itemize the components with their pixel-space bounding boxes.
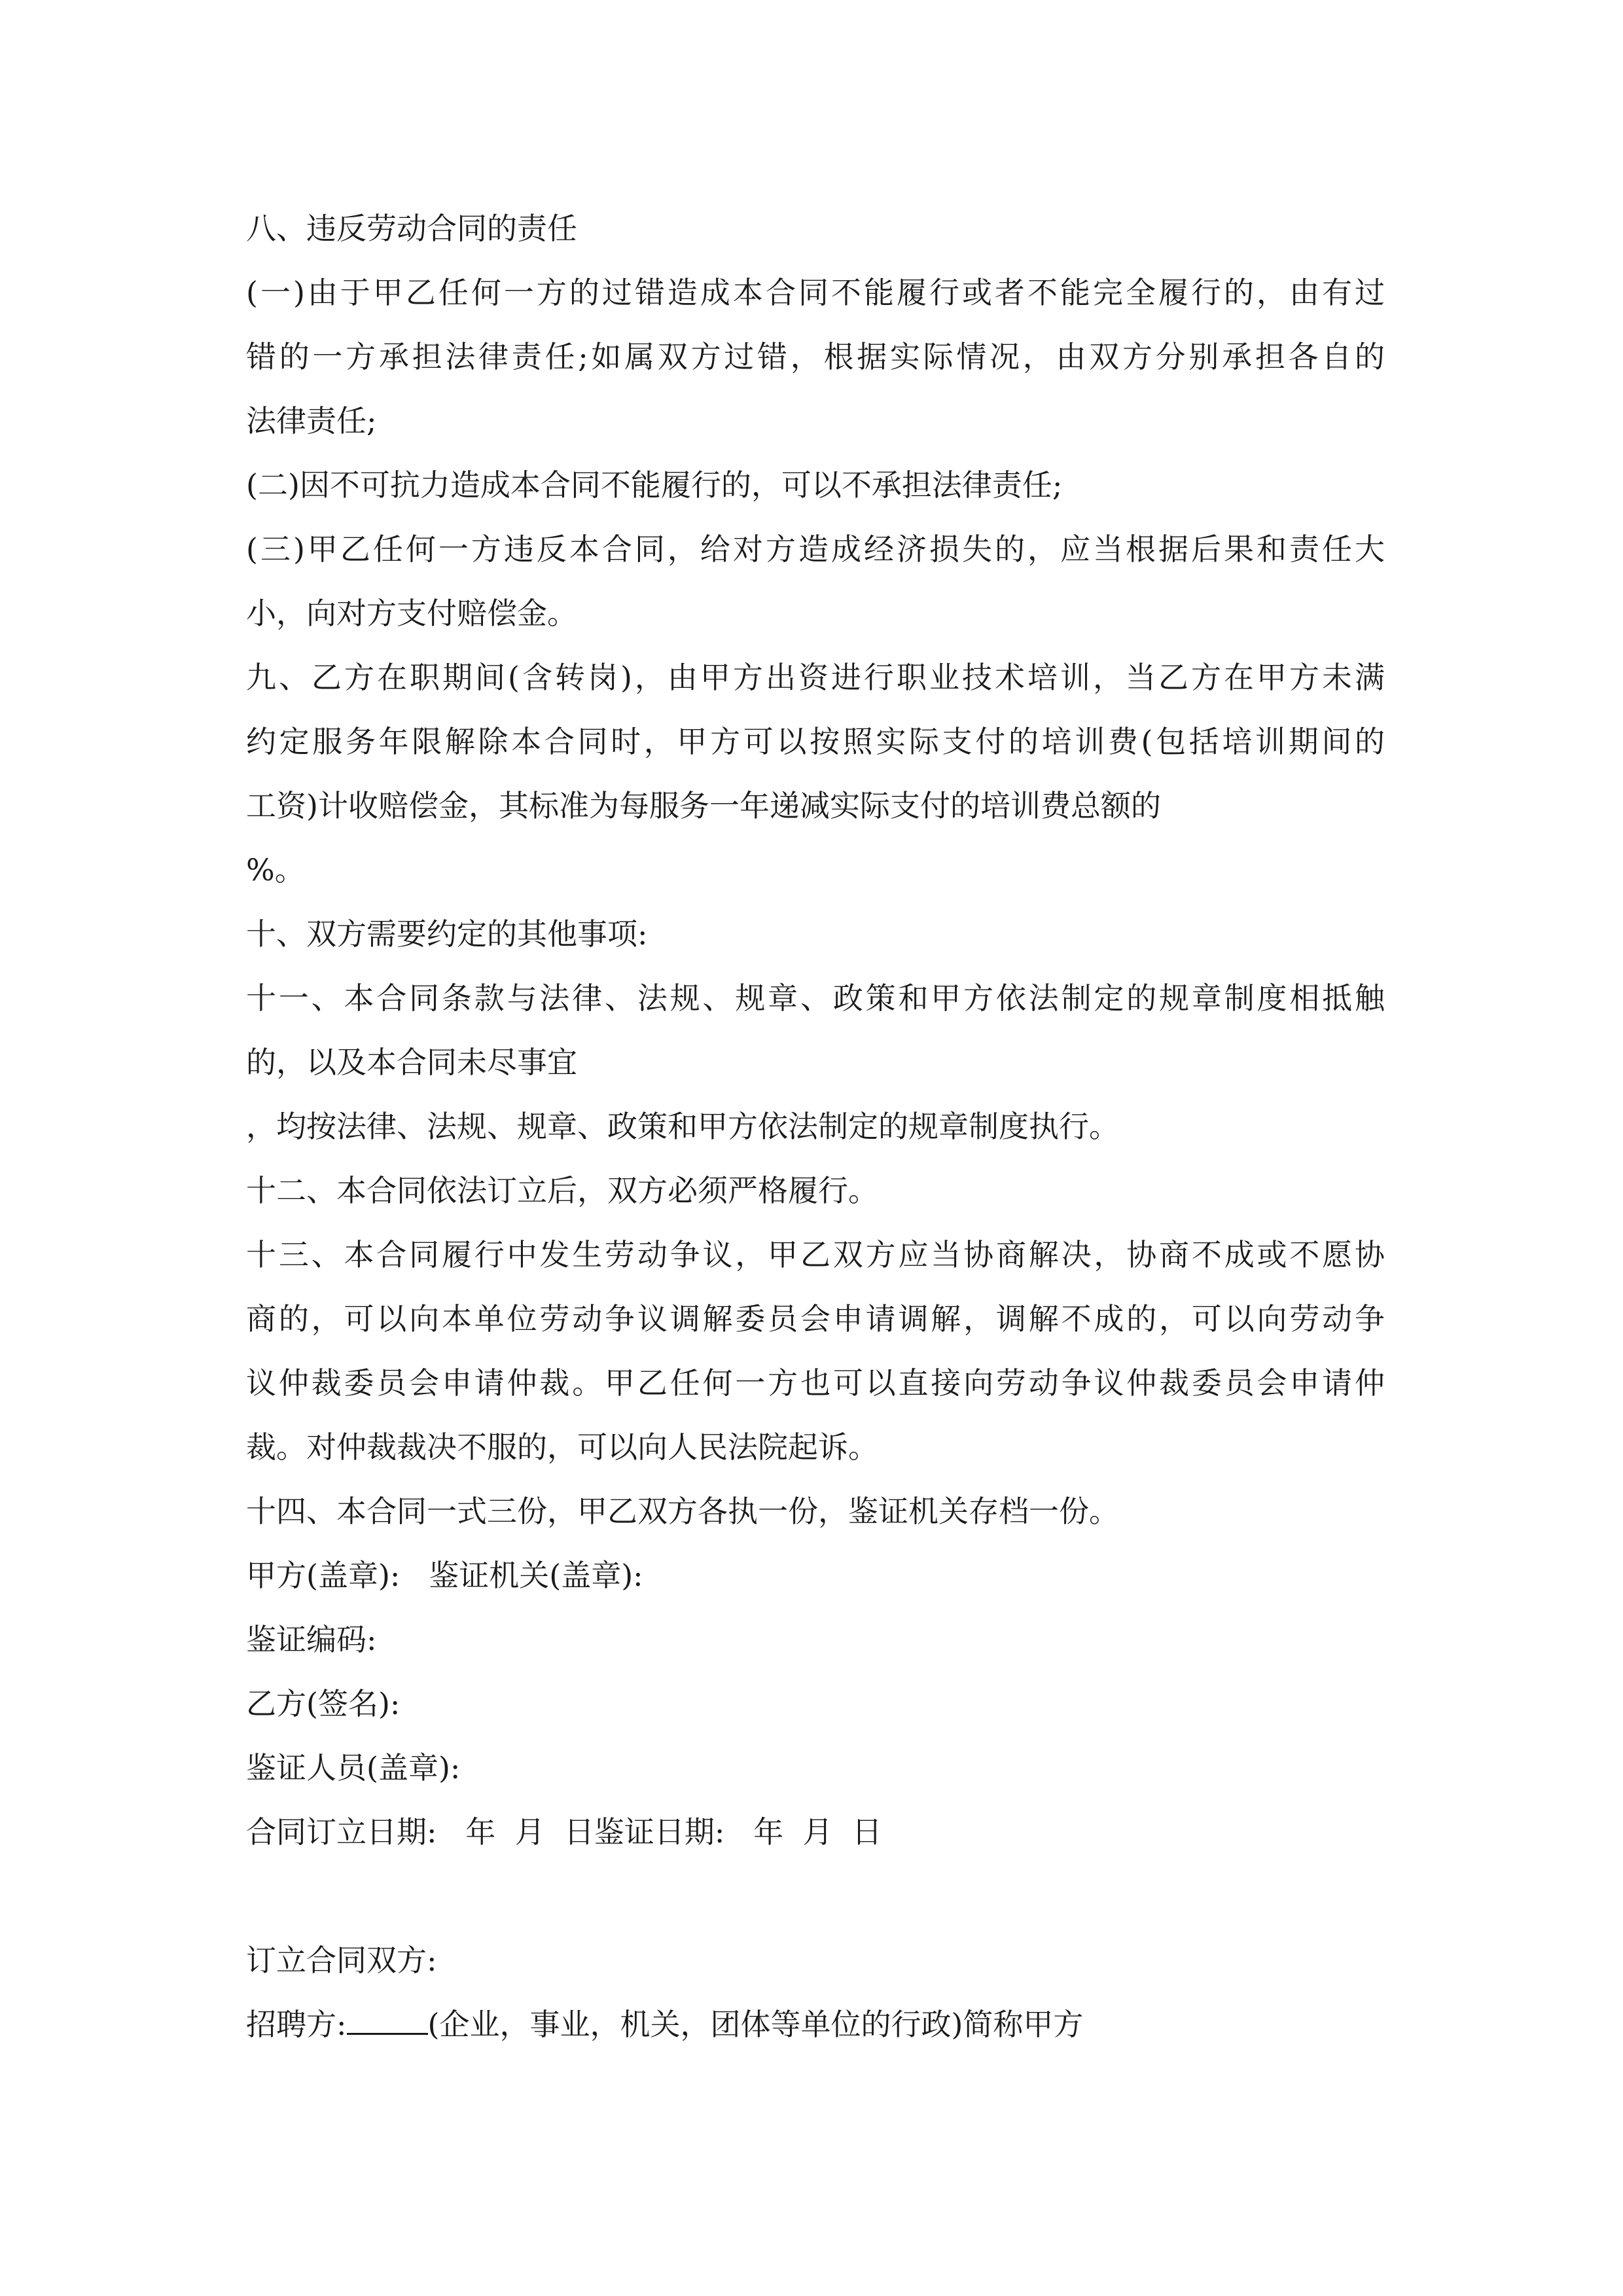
paragraph-spacer [246, 1864, 1385, 1928]
document-body [246, 196, 1385, 2056]
contract-dates-line: 合同订立日期: 年 月 日鉴证日期: 年 月 日 [246, 1814, 882, 1850]
section-9-line-3: 工资)计收赔偿金，其标准为每服务一年递减实际支付的培训费总额的 [246, 788, 1161, 823]
certifier-seal-line: 鉴证人员(盖章): [246, 1750, 461, 1785]
party-a-seal-line: 甲方(盖章): 鉴证机关(盖章): [246, 1558, 643, 1593]
section-8-heading: 八、违反劳动合同的责任 [246, 211, 577, 246]
contract-parties-heading: 订立合同双方: [246, 1943, 437, 1978]
recruiter-label: 招聘方: [246, 2007, 347, 2042]
section-12: 十二、本合同依法订立后，双方必须严格履行。 [246, 1173, 878, 1208]
party-b-signature-line: 乙方(签名): [246, 1686, 401, 1721]
section-9-line-1: 九、乙方在职期间(含转岗)，由甲方出资进行职业技术培训，当乙方在甲方未满 [246, 660, 1385, 695]
section-13-line-4: 裁。对仲裁裁决不服的，可以向人民法院起诉。 [246, 1429, 878, 1465]
section-8-item-1-line-1: (一)由于甲乙任何一方的过错造成本合同不能履行或者不能完全履行的，由有过 [246, 275, 1385, 310]
section-13-line-1: 十三、本合同履行中发生劳动争议，甲乙双方应当协商解决，协商不成或不愿协 [246, 1237, 1385, 1272]
section-8-item-1-line-2: 错的一方承担法律责任;如属双方过错，根据实际情况，由双方分别承担各自的 [246, 339, 1385, 374]
section-13-line-2: 商的，可以向本单位劳动争议调解委员会申请调解，调解不成的，可以向劳动争 [246, 1301, 1385, 1336]
section-11-line-3: ，均按法律、法规、规章、政策和甲方依法制定的规章制度执行。 [246, 1109, 1119, 1144]
section-11-line-2: 的，以及本合同未尽事宜 [246, 1045, 577, 1080]
section-8-item-2: (二)因不可抗力造成本合同不能履行的，可以不承担法律责任; [246, 467, 1063, 503]
recruiter-line [246, 1992, 1385, 2056]
section-10: 十、双方需要约定的其他事项: [246, 916, 648, 952]
certification-number-line: 鉴证编码: [246, 1622, 377, 1657]
section-9-line-4: %。 [246, 852, 305, 888]
recruiter-blank-field [347, 2007, 428, 2035]
section-14: 十四、本合同一式三份，甲乙双方各执一份，鉴证机关存档一份。 [246, 1494, 1119, 1529]
section-11-line-1: 十一、本合同条款与法律、法规、规章、政策和甲方依法制定的规章制度相抵触 [246, 980, 1385, 1016]
section-8-item-1-line-3: 法律责任; [246, 403, 377, 439]
section-8-item-3-line-2: 小，向对方支付赔偿金。 [246, 596, 577, 631]
section-9-line-2: 约定服务年限解除本合同时，甲方可以按照实际支付的培训费(包括培训期间的 [246, 724, 1385, 759]
recruiter-description: (企业，事业，机关，团体等单位的行政)简称甲方 [427, 2007, 1084, 2042]
section-8-item-3-line-1: (三)甲乙任何一方违反本合同，给对方造成经济损失的，应当根据后果和责任大 [246, 531, 1385, 567]
section-13-line-3: 议仲裁委员会申请仲裁。甲乙任何一方也可以直接向劳动争议仲裁委员会申请仲 [246, 1365, 1385, 1401]
